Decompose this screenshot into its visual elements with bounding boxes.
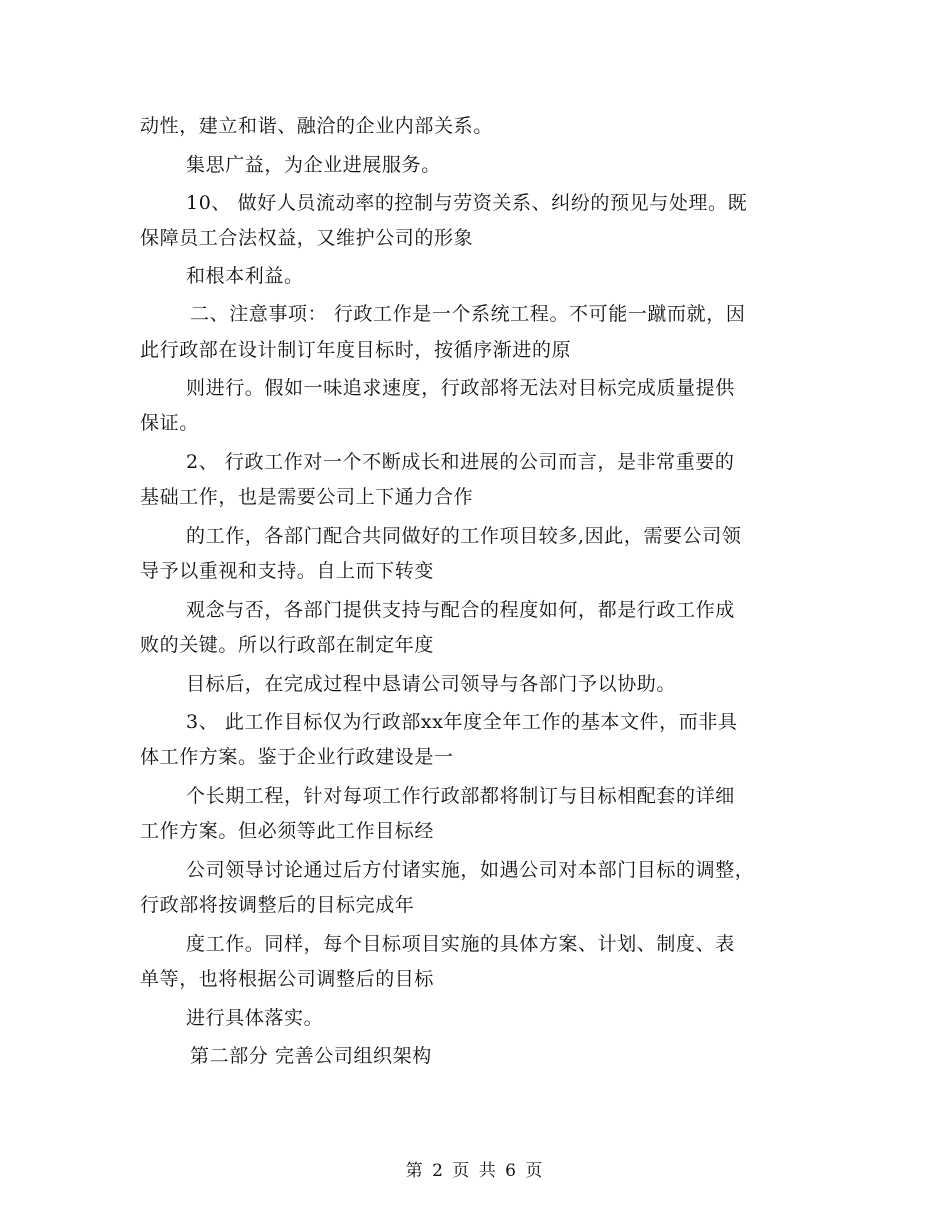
text-line: 2、 行政工作对一个不断成长和进展的公司而言，是非常重要的 [186,451,735,473]
text-line: 目标后，在完成过程中恳请公司领导与各部门予以协助。 [186,673,677,695]
text-line: 此行政部在设计制订年度目标时，按循序渐进的原 [140,339,572,361]
text-line: 的工作，各部门配合共同做好的工作项目较多,因此，需要公司领 [186,525,742,547]
text-line: 保障员工合法权益，又维护公司的形象 [140,227,474,249]
text-line: 行政部将按调整后的目标完成年 [140,894,415,916]
text-line: 观念与否，各部门提供支持与配合的程度如何，都是行政工作成 [186,599,735,621]
text-line: 个长期工程，针对每项工作行政部都将制订与目标相配套的详细 [186,785,735,807]
text-line: 基础工作，也是需要公司上下通力合作 [140,486,474,508]
text-line: 3、 此工作目标仅为行政部xx年度全年工作的基本文件，而非具 [186,711,738,733]
text-line: 进行具体落实。 [186,1007,324,1029]
text-line: 动性，建立和谐、融洽的企业内部关系。 [140,115,493,137]
section-heading-line: 二、注意事项： 行政工作是一个系统工程。不可能一蹴而就，因 [190,303,746,325]
text-line: 单等，也将根据公司调整后的目标 [140,968,435,990]
text-line: 导予以重视和支持。自上而下转变 [140,560,435,582]
text-line: 和根本利益。 [186,265,304,287]
text-line: 10、 做好人员流动率的控制与劳资关系、纠纷的预见与处理。既 [186,192,748,214]
text-line: 集思广益，为企业进展服务。 [186,154,441,176]
text-line: 度工作。同样，每个目标项目实施的具体方案、计划、制度、表 [186,933,735,955]
text-line: 体工作方案。鉴于企业行政建设是一 [140,746,454,768]
text-line: 则进行。假如一味追求速度，行政部将无法对目标完成质量提供 [186,377,735,399]
text-line: 工作方案。但必须等此工作目标经 [140,820,435,842]
text-line: 败的关键。所以行政部在制定年度 [140,634,435,656]
text-line: 保证。 [140,412,199,434]
section-title-line: 第二部分 完善公司组织架构 [190,1045,432,1067]
text-line: 公司领导讨论通过后方付诸实施，如遇公司对本部门目标的调整， [186,859,755,881]
page-number-footer: 第 2 页 共 6 页 [405,1161,545,1181]
